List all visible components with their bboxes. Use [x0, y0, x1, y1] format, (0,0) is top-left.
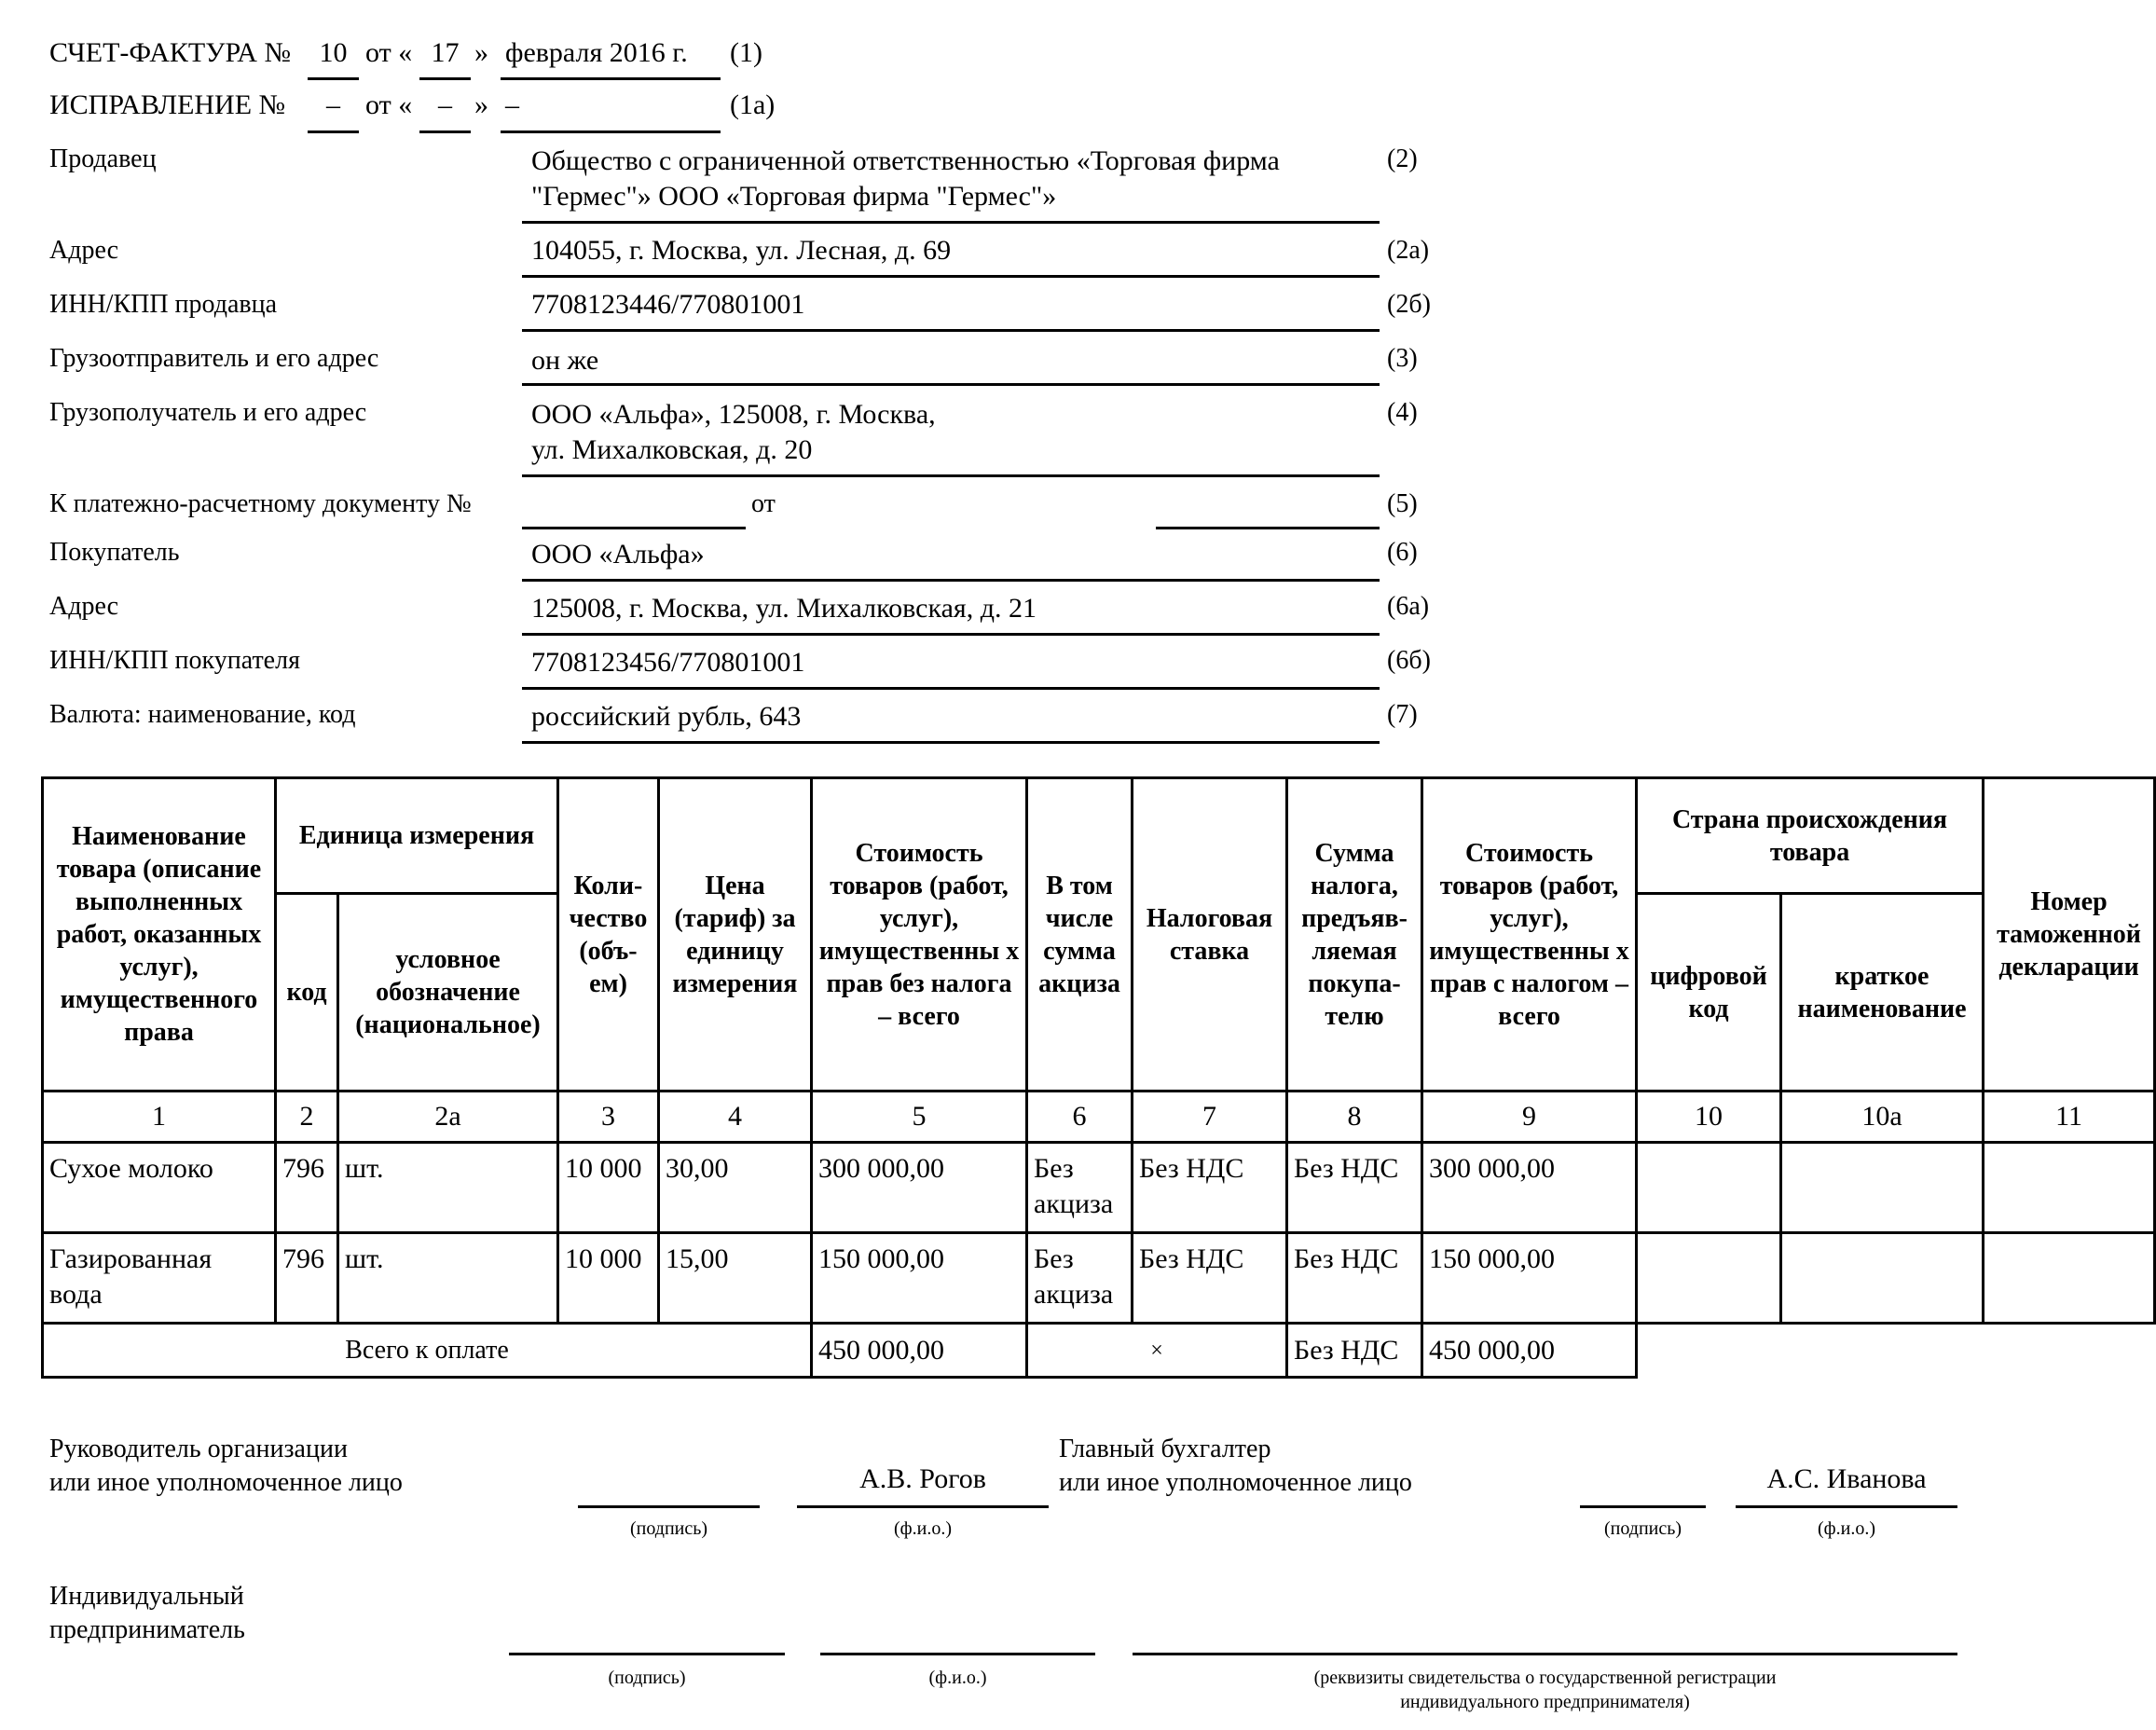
correction-month-line — [501, 130, 721, 133]
invoice-quote: » — [474, 37, 488, 68]
correction-from: от « — [365, 89, 413, 120]
row-tax: Без НДС — [1287, 1143, 1422, 1233]
col-number: 10 — [1637, 1092, 1781, 1143]
head-label-1: Руководитель организации — [49, 1435, 348, 1463]
col-rate-header: Налоговая ставка — [1133, 778, 1287, 1092]
invoice-from: от « — [365, 37, 413, 68]
total-empty — [1637, 1324, 1781, 1378]
accountant-fio-caption: (ф.и.о.) — [1818, 1518, 1875, 1539]
buyer-address-label: Адрес — [49, 592, 119, 621]
marker-6a: (6а) — [1387, 592, 1430, 621]
invoice-title: СЧЕТ-ФАКТУРА № — [49, 37, 292, 68]
row-name: Газированная вода — [43, 1233, 276, 1324]
seller-value-line1: Общество с ограниченной ответственностью «Торговая фирма — [531, 145, 1280, 176]
payment-doc-from: от — [751, 489, 776, 518]
col-number: 6 — [1027, 1092, 1133, 1143]
currency-value: российский рубль, 643 — [531, 701, 802, 732]
total-cross: × — [1027, 1324, 1287, 1378]
buyer-address-value: 125008, г. Москва, ул. Михалковская, д. 21 — [531, 593, 1037, 624]
buyer-address-line — [522, 633, 1380, 636]
col-unit-code-header: код — [276, 894, 338, 1092]
row-cost: 300 000,00 — [812, 1143, 1027, 1233]
total-tax: Без НДС — [1287, 1324, 1422, 1378]
marker-1a: (1а) — [730, 89, 776, 120]
col-excise-header: В том числе сумма акциза — [1027, 778, 1133, 1092]
col-tax-header: Сумма налога, предъяв-ляемая покупа-телю — [1287, 778, 1422, 1092]
shipper-line — [522, 383, 1380, 386]
col-number: 10а — [1781, 1092, 1984, 1143]
seller-line — [522, 221, 1380, 224]
ip-label-2: предприниматель — [49, 1615, 245, 1644]
payment-doc-label: К платежно-расчетному документу № — [49, 489, 472, 518]
correction-title: ИСПРАВЛЕНИЕ № — [49, 89, 286, 120]
ip-registration-line — [1133, 1653, 1957, 1655]
seller-label: Продавец — [49, 144, 157, 173]
marker-6: (6) — [1387, 538, 1418, 567]
correction-number: – — [326, 89, 340, 120]
col-number: 8 — [1287, 1092, 1422, 1143]
table-header-row-1 — [43, 778, 2155, 894]
col-number: 3 — [558, 1092, 659, 1143]
consignee-value-line2: ул. Михалковская, д. 20 — [531, 434, 813, 465]
buyer-inn-value: 7708123456/770801001 — [531, 647, 805, 678]
row-customs — [1984, 1143, 2155, 1233]
invoice-day-line — [419, 77, 471, 80]
accountant-signature-caption: (подпись) — [1603, 1518, 1682, 1539]
total-label: Всего к оплате — [43, 1324, 812, 1378]
invoice-number-line — [308, 77, 359, 80]
seller-inn-value: 7708123446/770801001 — [531, 289, 805, 320]
total-empty — [1781, 1324, 1984, 1378]
col-number: 7 — [1133, 1092, 1287, 1143]
row-unit: шт. — [338, 1233, 558, 1324]
col-customs-header: Номер таможенной декларации — [1984, 778, 2155, 1092]
marker-3: (3) — [1387, 344, 1418, 373]
total-cost: 450 000,00 — [812, 1324, 1027, 1378]
consignee-label: Грузополучатель и его адрес — [49, 398, 367, 427]
accountant-name-line — [1736, 1505, 1957, 1508]
buyer-line — [522, 579, 1380, 582]
total-empty — [1984, 1324, 2155, 1378]
buyer-inn-label: ИНН/КПП покупателя — [49, 646, 300, 675]
consignee-value-line1: ООО «Альфа», 125008, г. Москва, — [531, 399, 936, 430]
seller-address-label: Адрес — [49, 236, 119, 265]
col-country-name-header: краткое наименование — [1781, 894, 1984, 1092]
ip-signature-line — [509, 1653, 785, 1655]
payment-doc-number-line — [522, 527, 746, 529]
invoice-day: 17 — [431, 37, 460, 68]
total-row — [43, 1324, 2155, 1378]
row-cost: 150 000,00 — [812, 1233, 1027, 1324]
accountant-label-1: Главный бухгалтер — [1059, 1435, 1271, 1463]
buyer-label: Покупатель — [49, 538, 180, 567]
marker-6b: (6б) — [1387, 646, 1431, 675]
head-fio-caption: (ф.и.о.) — [894, 1518, 952, 1539]
col-number: 2а — [338, 1092, 558, 1143]
row-price: 30,00 — [659, 1143, 812, 1233]
correction-month: – — [505, 89, 519, 120]
head-signature-line — [578, 1505, 760, 1508]
shipper-value: он же — [531, 345, 599, 376]
col-number: 1 — [43, 1092, 276, 1143]
buyer-inn-line — [522, 687, 1380, 690]
col-price-header: Цена (тариф) за единицу измерения — [659, 778, 812, 1092]
col-total-header: Стоимость товаров (работ, услуг), имущественны х прав с налогом – всего — [1422, 778, 1637, 1092]
column-numbers-row — [43, 1092, 2155, 1143]
row-total: 150 000,00 — [1422, 1233, 1637, 1324]
invoice-table — [41, 776, 2156, 1379]
head-name-line — [797, 1505, 1049, 1508]
col-unit-symbol-header: условное обозначение (национальное) — [338, 894, 558, 1092]
row-country-name — [1781, 1143, 1984, 1233]
consignee-line — [522, 474, 1380, 477]
row-price: 15,00 — [659, 1233, 812, 1324]
invoice-month-year: февраля 2016 г. — [505, 37, 688, 68]
correction-day-line — [419, 130, 471, 133]
row-country-code — [1637, 1233, 1781, 1324]
correction-quote: » — [474, 89, 488, 120]
row-excise: Без акциза — [1027, 1143, 1133, 1233]
col-name-header: Наименование товара (описание выполненных работ, оказанных услуг), имущественного права — [43, 778, 276, 1092]
seller-address-line — [522, 275, 1380, 278]
ip-registration-caption-2: индивидуального предпринимателя) — [1400, 1692, 1690, 1712]
marker-1: (1) — [730, 37, 762, 68]
row-customs — [1984, 1233, 2155, 1324]
correction-number-line — [308, 130, 359, 133]
row-total: 300 000,00 — [1422, 1143, 1637, 1233]
col-unit-header: Единица измерения — [276, 778, 558, 894]
correction-day: – — [438, 89, 452, 120]
total-sum: 450 000,00 — [1422, 1324, 1637, 1378]
ip-label-1: Индивидуальный — [49, 1582, 244, 1611]
row-qty: 10 000 — [558, 1233, 659, 1324]
payment-doc-date-line — [1156, 527, 1380, 529]
table-row — [43, 1233, 2155, 1324]
row-country-code — [1637, 1143, 1781, 1233]
invoice-month-line — [501, 77, 721, 80]
col-country-header: Страна происхождения товара — [1637, 778, 1984, 894]
marker-5: (5) — [1387, 489, 1418, 518]
seller-value-line2: "Гермес"» ООО «Торговая фирма "Гермес"» — [531, 181, 1057, 212]
ip-signature-caption: (подпись) — [608, 1668, 686, 1688]
col-number: 4 — [659, 1092, 812, 1143]
row-rate: Без НДС — [1133, 1143, 1287, 1233]
col-country-code-header: цифровой код — [1637, 894, 1781, 1092]
row-name: Сухое молоко — [43, 1143, 276, 1233]
row-qty: 10 000 — [558, 1143, 659, 1233]
head-signature-caption: (подпись) — [629, 1518, 708, 1539]
table-row — [43, 1143, 2155, 1233]
marker-7: (7) — [1387, 700, 1418, 729]
col-qty-header: Коли-чество (объ-ем) — [558, 778, 659, 1092]
col-number: 5 — [812, 1092, 1027, 1143]
shipper-label: Грузоотправитель и его адрес — [49, 344, 379, 373]
seller-inn-label: ИНН/КПП продавца — [49, 290, 278, 319]
marker-2b: (2б) — [1387, 290, 1431, 319]
col-number: 9 — [1422, 1092, 1637, 1143]
accountant-label-2: или иное уполномоченное лицо — [1059, 1468, 1412, 1497]
accountant-name: А.С. Иванова — [1766, 1463, 1927, 1494]
ip-name-line — [820, 1653, 1095, 1655]
ip-registration-caption-1: (реквизиты свидетельства о государственной регистрации — [1313, 1668, 1777, 1688]
marker-2a: (2а) — [1387, 236, 1430, 265]
accountant-signature-line — [1580, 1505, 1706, 1508]
currency-line — [522, 741, 1380, 744]
invoice-number: 10 — [319, 37, 348, 68]
row-excise: Без акциза — [1027, 1233, 1133, 1324]
ip-fio-caption: (ф.и.о.) — [928, 1668, 987, 1688]
head-name: А.В. Рогов — [859, 1463, 986, 1494]
row-unit-code: 796 — [276, 1143, 338, 1233]
row-unit-code: 796 — [276, 1233, 338, 1324]
row-unit: шт. — [338, 1143, 558, 1233]
head-label-2: или иное уполномоченное лицо — [49, 1468, 403, 1497]
marker-2: (2) — [1387, 144, 1418, 173]
col-cost-header: Стоимость товаров (работ, услуг), имущественны х прав без налога – всего — [812, 778, 1027, 1092]
marker-4: (4) — [1387, 398, 1418, 427]
row-tax: Без НДС — [1287, 1233, 1422, 1324]
col-number: 11 — [1984, 1092, 2155, 1143]
row-country-name — [1781, 1233, 1984, 1324]
buyer-value: ООО «Альфа» — [531, 539, 705, 570]
currency-label: Валюта: наименование, код — [49, 700, 356, 729]
seller-address-value: 104055, г. Москва, ул. Лесная, д. 69 — [531, 235, 952, 266]
seller-inn-line — [522, 329, 1380, 332]
row-rate: Без НДС — [1133, 1233, 1287, 1324]
col-number: 2 — [276, 1092, 338, 1143]
